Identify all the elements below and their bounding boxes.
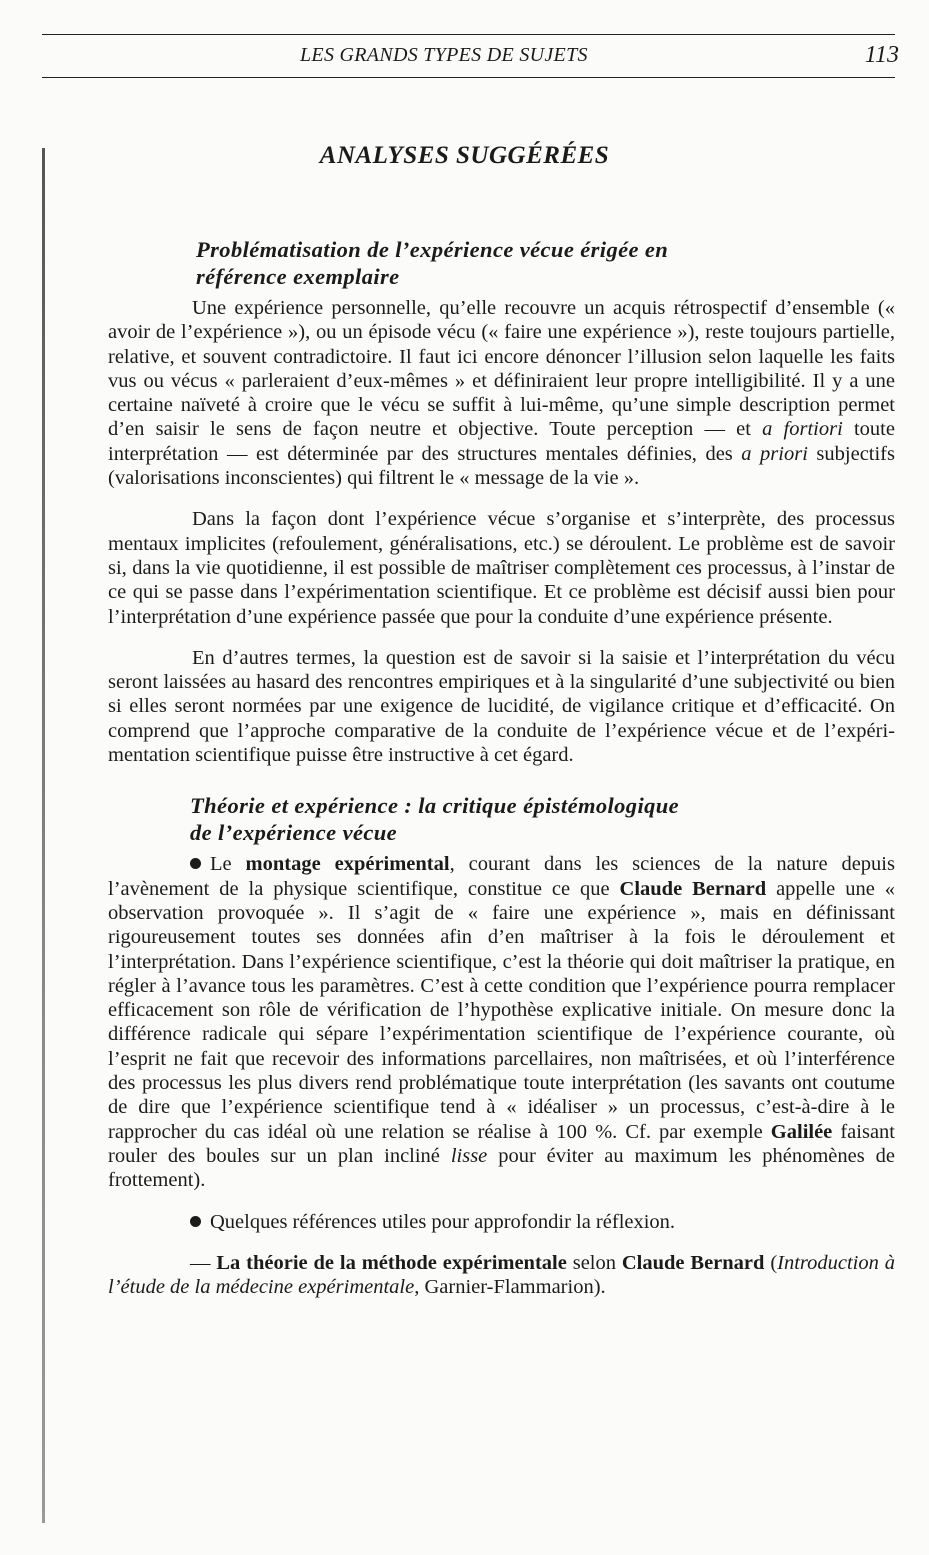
bold-run: Claude Bernard xyxy=(619,877,767,900)
reference-item xyxy=(108,1251,895,1300)
italic-run: lisse xyxy=(450,1144,488,1167)
header-top-rule xyxy=(42,34,895,35)
text-run: , Garnier-Flammarion). xyxy=(414,1276,606,1299)
running-head: LES GRANDS TYPES DE SUJETS xyxy=(300,44,588,66)
heading-line: Problématisation de l’expérience vécue érigée en xyxy=(196,237,669,262)
bullet-icon xyxy=(190,1216,201,1227)
paragraph-3: En d’autres termes, la question est de savoir si la saisie et l’interprétation du vécu seront laissées au hasard des rencontres empiriques et à la singularité d’une subjectivité ou bien si elles seront normées par une exigence de lucidité, de vigilance critique et d’efficacité. On comprend que l’approche comparative de la conduite de l’expérience vécue et de l’expérimentation scientifique puisse être instructive à cet égard. xyxy=(108,646,895,767)
italic-run: Introduction à l’étude de la médecine expérimentale xyxy=(108,1251,895,1299)
text-run: appelle une « observation provoquée ». Il s’agit de « faire une expérience », mais en définissant rigoureusement toutes ses données afin d’en maîtriser à la fois le déroulement et l’interprétation. Dans l’expérience scientifique, c’est la théorie qui doit maîtriser la pratique, en régler à l’avance tous les paramètres. C’est à cette condition que l’expérience pourra remplacer efficacement son rôle de vérification de l’hypothèse explicative initiale. On mesure donc la différence radicale qui sépare l’expérimentation scientifique de l’expérience courante, où l’esprit ne fait que recevoir des informations parcellaires, non maîtrisées, et où l’interférence des processus les plus divers rend problématique toute interprétation (les savants ont coutume de dire que l’expérience scientifique tend à « idéaliser » un processus, c’est-à-dire à le rapprocher du cas idéal où une relation se réalise à 100 %. Cf. par exemple xyxy=(108,877,895,1143)
text-run: Le xyxy=(210,853,246,876)
text-run: ( xyxy=(764,1251,778,1274)
bold-run: Claude Bernard xyxy=(621,1251,765,1274)
section-title: ANALYSES SUGGÉRÉES xyxy=(319,142,610,169)
header-bottom-rule xyxy=(42,77,895,78)
text-run: Une expérience personnelle, qu’elle recouvre un acquis rétrospectif d’ensemble (« avoir de l’expérience »), ou un épisode vécu (« faire une expérience »), reste toujours partielle, relative, et souvent contradictoire. Il faut ici encore dénoncer l’illusion selon laquelle les faits vus ou vécus « parleraient d’eux-mêmes » et définiraient leur propre intelligibilité. Il y a une certaine naïveté à croire que le vécu se suffit à lui-même, qu’une simple description permet d’en saisir le sens de façon neutre et objective. Toute perception — et xyxy=(108,297,895,441)
heading-line: référence exemplaire xyxy=(196,264,400,289)
text-run: pour éviter au maximum les phénomènes de frottement). xyxy=(108,1144,895,1192)
bold-run: montage expérimental xyxy=(245,853,450,876)
bold-run: La théorie de la méthode expérimentale xyxy=(216,1251,567,1274)
subsection-heading-1 xyxy=(196,236,895,290)
text-run: Quelques références utiles pour approfondir la réflexion. xyxy=(210,1210,676,1233)
margin-bar xyxy=(42,148,45,1523)
page-number: 113 xyxy=(864,42,899,68)
paragraph-2: Dans la façon dont l’expérience vécue s’organise et s’interprète, des processus mentaux implicites (refoulement, généralisations, etc.) se déroulent. Le problème est de savoir si, dans la vie quotidienne, il est possible de maîtriser complètement ces processus, à l’instar de ce qui se passe dans l’expérimentation scientifique. Et ce problème est décisif aussi bien pour l’interprétation d’une expérience passée que pour la conduite d’une expérience présente. xyxy=(108,508,895,628)
bullet-paragraph-1 xyxy=(108,852,895,1192)
text-run: toute interprétation — est déterminée par des structures mentales définies, des xyxy=(108,418,895,465)
italic-run: a priori xyxy=(741,442,808,465)
bold-run: Galilée xyxy=(770,1120,833,1143)
heading-line: de l’expérience vécue xyxy=(190,820,398,846)
heading-line: Théorie et expérience : la critique épistémologique xyxy=(190,793,680,819)
text-run: , courant dans les sciences de la nature depuis l’avènement de la physique scientifique, constitue ce que xyxy=(108,853,895,900)
text-run: faisant rouler des boules sur un plan incliné xyxy=(108,1120,895,1167)
paragraph-1 xyxy=(108,296,895,490)
subsection-heading-2 xyxy=(190,792,895,846)
italic-run: a fortiori xyxy=(762,418,843,441)
text-run: selon xyxy=(566,1251,622,1274)
bullet-icon xyxy=(190,858,201,869)
spacer xyxy=(108,784,895,792)
bullet-paragraph-2 xyxy=(108,1210,895,1234)
text-run: subjectifs (valorisations inconscientes) qui filtrent le « message de la vie ». xyxy=(108,442,895,490)
page-body xyxy=(108,236,895,1316)
dash: — xyxy=(190,1251,217,1274)
